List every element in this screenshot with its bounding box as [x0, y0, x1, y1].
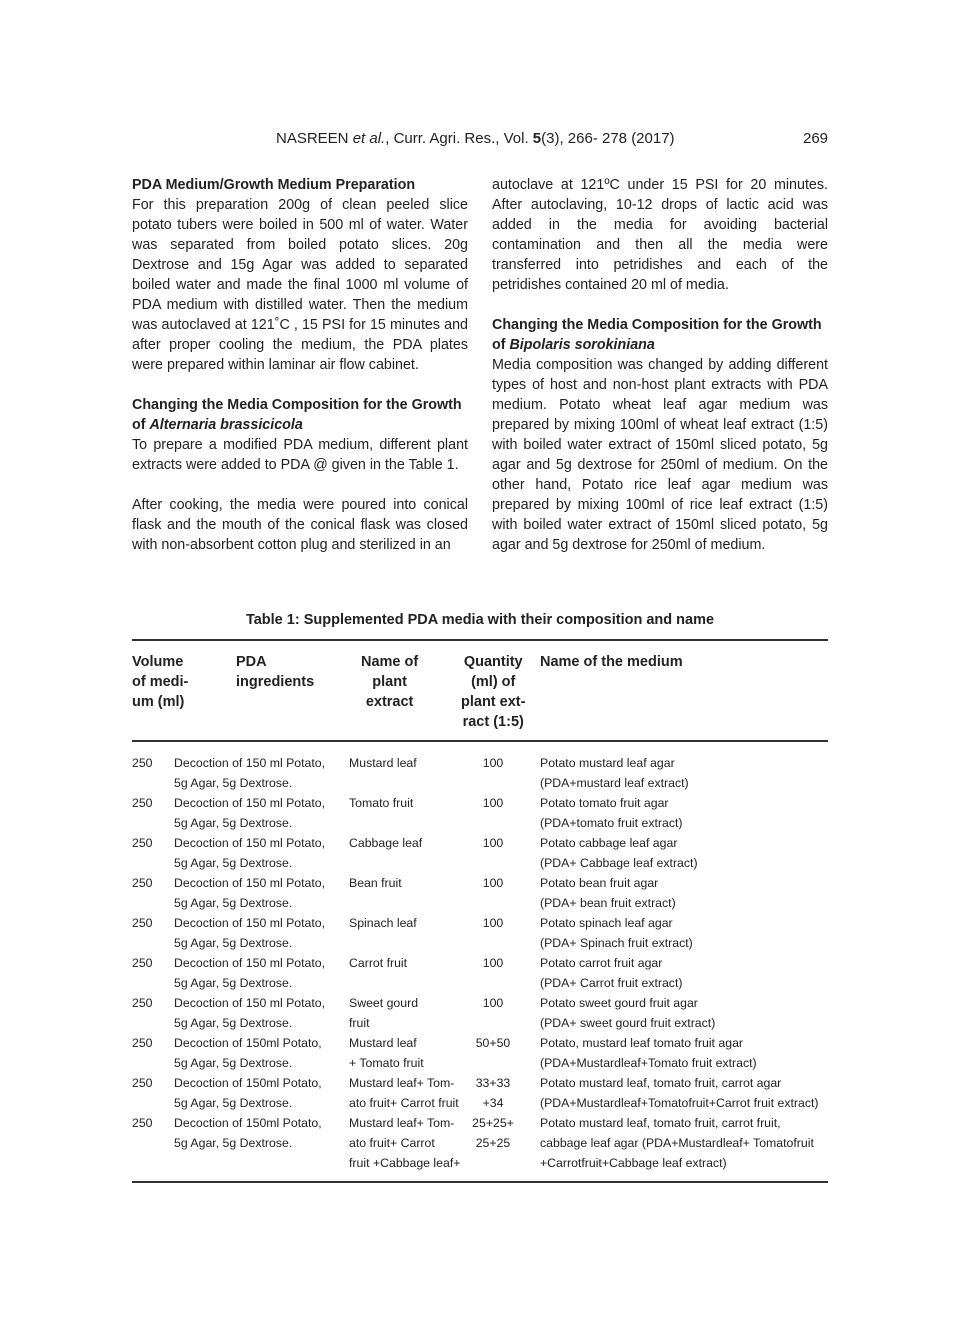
table-bottom-rule	[132, 1181, 828, 1183]
paragraph-autoclave: autoclave at 121ºC under 15 PSI for 20 minutes. After autoclaving, 10-12 drops of lactic acid was added in the media for avoiding bacterial contamination and then all the media were transferred into petridishes and each of the petridishes contained 20 ml of media.	[492, 177, 828, 293]
cell-volume: 250	[132, 836, 153, 850]
cell-ingredients: Decoction of 150 ml Potato, 5g Agar, 5g Dextrose.	[174, 796, 326, 830]
cell-ingredients: Decoction of 150 ml Potato, 5g Agar, 5g Dextrose.	[174, 876, 326, 910]
cell-extract: Mustard leaf+ Tom- ato fruit+ Carrot fruit	[349, 1076, 459, 1110]
organism-name: Alternaria brassicicola	[149, 417, 303, 433]
header-quantity: Quantity (ml) of plant ext- ract (1:5)	[461, 654, 526, 730]
paragraph-media-composition: Media composition was changed by adding different types of host and non-host plant extracts with PDA medium. Potato wheat leaf agar medium was prepared by mixing 100ml of wheat leaf extract (1:5) with boiled water extract of 150ml sliced potato, 5g agar and 5g dextrose for 250ml of medium. On the other hand, Potato rice leaf agar medium was prepared by mixing 100ml of rice leaf extract (1:5) with boiled water extract of 150ml sliced potato, 5g agar and 5g dextrose for 250ml of medium.	[492, 357, 828, 553]
paragraph-after-cooking: After cooking, the media were poured into conical flask and the mouth of the conical flask was closed with non-absorbent cotton plug and sterilized in an	[132, 497, 468, 553]
cell-medium-name: Potato mustard leaf agar (PDA+mustard leaf extract)	[540, 756, 689, 790]
cell-ingredients: Decoction of 150ml Potato, 5g Agar, 5g Dextrose.	[174, 1116, 322, 1150]
cell-volume: 250	[132, 956, 153, 970]
cell-quantity: 100	[482, 956, 504, 970]
cell-volume: 250	[132, 876, 153, 890]
table-row	[132, 913, 828, 953]
header-pda-ingredients: PDA ingredients	[236, 654, 315, 690]
cell-volume: 250	[132, 756, 153, 770]
cell-volume: 250	[132, 916, 153, 930]
section-title-pda-preparation: PDA Medium/Growth Medium Preparation	[132, 177, 416, 193]
cell-medium-name: Potato sweet gourd fruit agar (PDA+ sweet gourd fruit extract)	[540, 996, 716, 1030]
table-row	[132, 1033, 828, 1073]
cell-extract: Mustard leaf	[349, 756, 417, 770]
cell-medium-name: Potato tomato fruit agar (PDA+tomato fruit extract)	[540, 796, 683, 830]
author-name: NASREEN	[276, 130, 349, 147]
section-title-text: Changing the Media Composition for the Growth of	[132, 397, 462, 433]
table-row	[132, 753, 828, 793]
header-volume: Volume of medi- um (ml)	[132, 654, 189, 710]
table-header-rule	[132, 740, 828, 742]
cell-extract: Mustard leaf+ Tom- ato fruit+ Carrot fruit +Cabbage leaf+	[349, 1116, 461, 1170]
cell-extract: Spinach leaf	[349, 916, 417, 930]
cell-extract: Sweet gourd fruit	[349, 996, 419, 1030]
cell-medium-name: Potato mustard leaf, tomato fruit, carrot agar (PDA+Mustardleaf+Tomatofruit+Carrot fruit extract)	[540, 1076, 819, 1110]
cell-volume: 250	[132, 1076, 153, 1090]
cell-extract: Mustard leaf + Tomato fruit	[349, 1036, 424, 1070]
cell-extract: Tomato fruit	[349, 796, 414, 810]
left-column	[132, 175, 468, 555]
cell-extract: Carrot fruit	[349, 956, 408, 970]
cell-extract: Cabbage leaf	[349, 836, 423, 850]
cell-ingredients: Decoction of 150ml Potato, 5g Agar, 5g Dextrose.	[174, 1036, 322, 1070]
table-row	[132, 953, 828, 993]
volume-number: 5	[532, 130, 542, 147]
cell-volume: 250	[132, 996, 153, 1010]
table-row	[132, 873, 828, 913]
cell-medium-name: Potato carrot fruit agar (PDA+ Carrot fruit extract)	[540, 956, 683, 990]
table-row	[132, 793, 828, 833]
cell-quantity: 100	[482, 796, 504, 810]
cell-ingredients: Decoction of 150 ml Potato, 5g Agar, 5g Dextrose.	[174, 836, 326, 870]
journal-name: , Curr. Agri. Res., Vol.	[385, 130, 533, 147]
cell-medium-name: Potato spinach leaf agar (PDA+ Spinach fruit extract)	[540, 916, 693, 950]
cell-ingredients: Decoction of 150 ml Potato, 5g Agar, 5g Dextrose.	[174, 956, 326, 990]
cell-quantity: 100	[482, 756, 504, 770]
running-header	[0, 130, 960, 150]
section-title-alternaria	[132, 395, 468, 435]
organism-name: Bipolaris sorokiniana	[509, 337, 655, 353]
page-number: 269	[803, 130, 829, 147]
table-caption: Table 1: Supplemented PDA media with their composition and name	[245, 612, 715, 628]
cell-medium-name: Potato bean fruit agar (PDA+ bean fruit extract)	[540, 876, 676, 910]
cell-extract: Bean fruit	[349, 876, 402, 890]
table-row	[132, 1113, 828, 1173]
cell-medium-name: Potato cabbage leaf agar (PDA+ Cabbage leaf extract)	[540, 836, 698, 870]
cell-quantity: 100	[482, 876, 504, 890]
paragraph-pda-preparation: For this preparation 200g of clean peeled slice potato tubers were boiled in 500 ml of water. Water was separated from boiled potato slices. 20g Dextrose and 15g Agar was added to separated boiled water and made the final 1000 ml volume of PDA medium with distilled water. Then the medium was autoclaved at 121˚C , 15 PSI for 15 minutes and after proper cooling the medium, the PDA plates were prepared within laminar air flow cabinet.	[132, 197, 468, 373]
cell-quantity: 25+25+ 25+25	[472, 1116, 514, 1150]
table-row	[132, 993, 828, 1033]
paragraph-modified-pda: To prepare a modified PDA medium, different plant extracts were added to PDA @ given in the Table 1.	[132, 437, 468, 473]
header-plant-extract: Name of plant extract	[361, 654, 419, 710]
section-title-text: Changing the Media Composition for the Growth of	[492, 317, 822, 353]
right-column	[492, 175, 828, 555]
cell-quantity: 100	[482, 916, 504, 930]
cell-ingredients: Decoction of 150 ml Potato, 5g Agar, 5g Dextrose.	[174, 916, 326, 950]
table-top-rule	[132, 639, 828, 641]
cell-ingredients: Decoction of 150ml Potato, 5g Agar, 5g Dextrose.	[174, 1076, 322, 1110]
table-row	[132, 833, 828, 873]
table-body	[132, 753, 828, 1173]
table-row	[132, 1073, 828, 1113]
cell-medium-name: Potato mustard leaf, tomato fruit, carrot fruit, cabbage leaf agar (PDA+Mustardleaf+ Tomatofruit +Carrotfruit+Cabbage leaf extract)	[540, 1116, 814, 1170]
cell-volume: 250	[132, 796, 153, 810]
running-title	[276, 130, 675, 147]
cell-volume: 250	[132, 1036, 153, 1050]
cell-quantity: 50+50	[475, 1036, 511, 1050]
section-title-bipolaris	[492, 315, 828, 355]
cell-volume: 250	[132, 1116, 153, 1130]
issue-pages: (3), 266- 278 (2017)	[541, 130, 675, 147]
cell-ingredients: Decoction of 150 ml Potato, 5g Agar, 5g Dextrose.	[174, 756, 326, 790]
cell-quantity: 100	[482, 996, 504, 1010]
header-medium-name: Name of the medium	[540, 654, 683, 670]
cell-ingredients: Decoction of 150 ml Potato, 5g Agar, 5g Dextrose.	[174, 996, 326, 1030]
et-al: et al.	[352, 130, 386, 147]
cell-quantity: 33+33 +34	[475, 1076, 511, 1110]
cell-quantity: 100	[482, 836, 504, 850]
cell-medium-name: Potato, mustard leaf tomato fruit agar (PDA+Mustardleaf+Tomato fruit extract)	[540, 1036, 757, 1070]
